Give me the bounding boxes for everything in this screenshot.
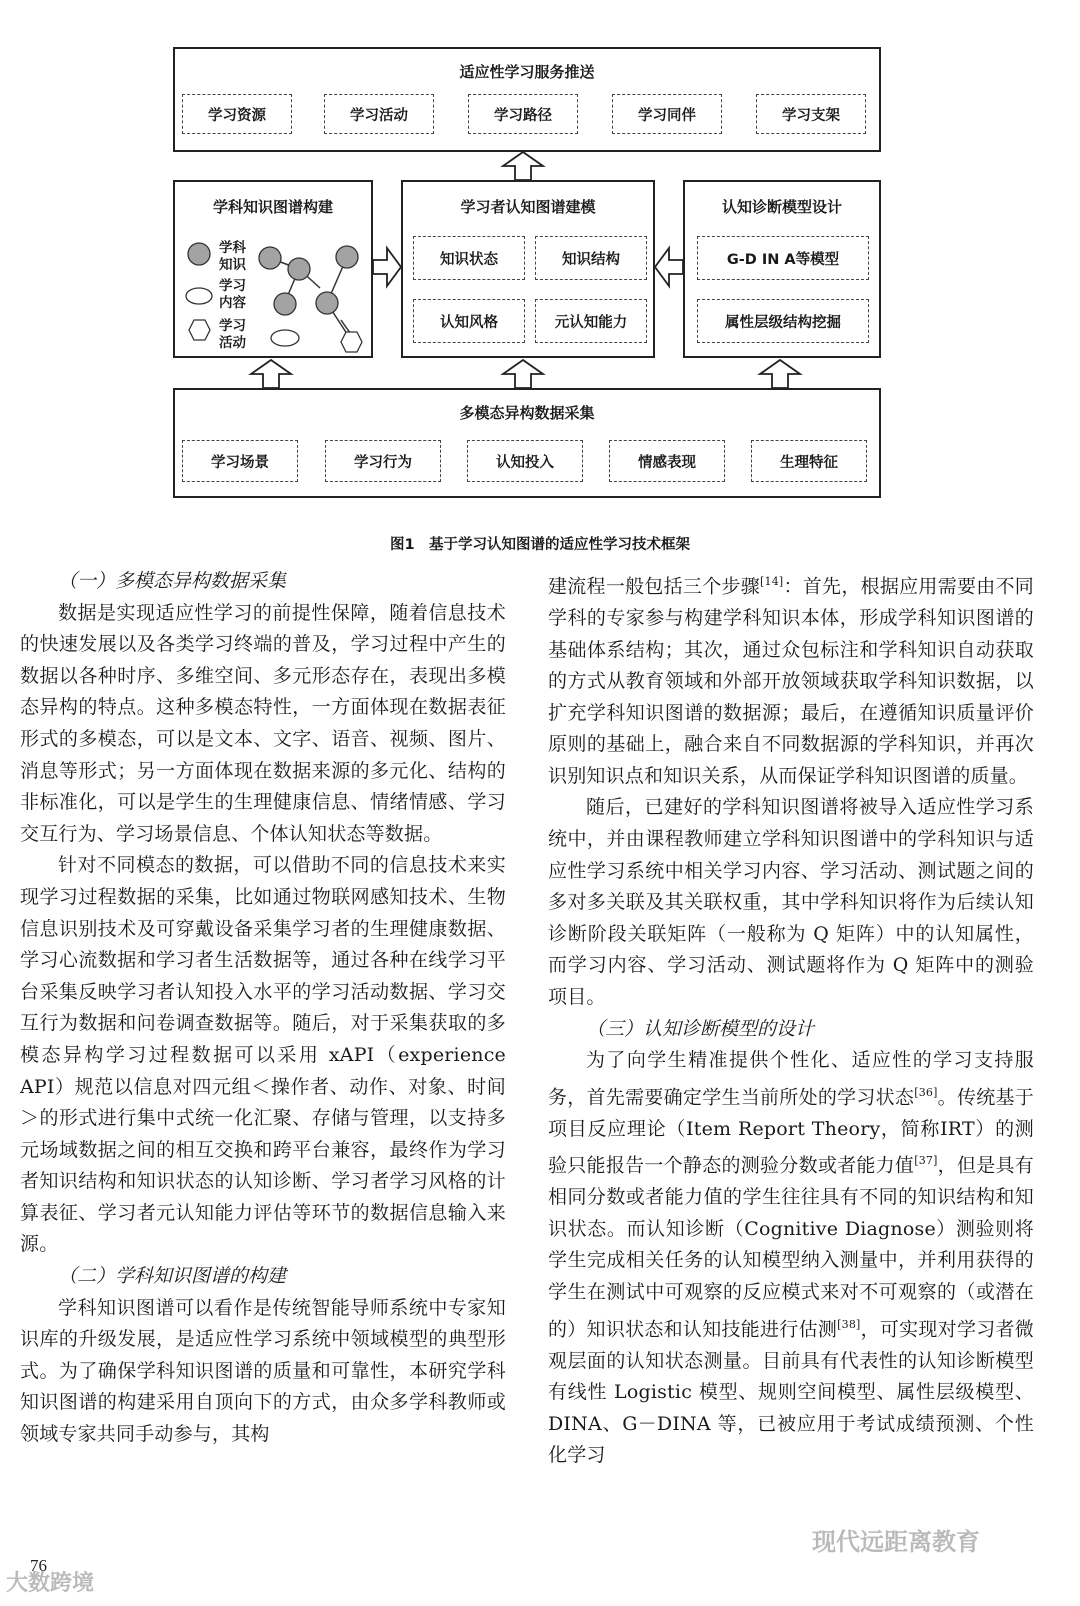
text-run: 为了向学生精准提供个性化、适应性的学习支持服务，首先需要确定学生当前所处的学习状态 [548,1049,1034,1109]
section-heading: （一）多模态异构数据采集 [58,570,287,592]
section-heading: （二）学科知识图谱的构建 [58,1265,287,1288]
paragraph: 数据是实现适应性学习的前提性保障，随着信息技术的快速发展以及各类学习终端的普及，学习过程中产生的数据以各种时序、多维空间、多元形态存在，表现出多模态异构的特点。这种多模态特性，一方面体现在数据表征形式的多模态，可以是文本、文字、语音、视频、图片、消息等形式；另一方面体现在数据来源的多元化、结构的非标准化，可以是学生的生理健康信息、情绪情感、学习交互行为、学习场景信息、个体认知状态等数据。 [20,601,506,845]
section-heading: （三）认知诊断模型的设计 [586,1017,815,1040]
middle-box [401,180,655,358]
middle-item: 知识结构 [535,236,647,280]
left-box [173,180,373,358]
legend-learning-content: 学习内容 [219,278,246,311]
watermark-left: 大数跨境 [6,1571,95,1596]
right-box [683,180,881,358]
middle-item: 知识状态 [413,236,525,280]
bottom-item: 学习场景 [182,440,298,482]
text-run: 建流程一般包括三个步骤 [548,575,761,598]
bottom-item: 生理特征 [751,440,867,482]
learning-content-icon [186,288,212,304]
graph-node [259,247,281,269]
bottom-box [173,388,881,498]
graph-node [288,258,310,280]
top-box-title: 适应性学习服务推送 [459,63,595,81]
watermark-right: 现代远距离教育 [812,1528,980,1556]
top-item: 学习活动 [324,94,434,134]
arrow-up-icon [760,360,800,388]
legend-subject-knowledge: 学科知识 [219,240,246,273]
paragraph [548,1045,1034,1472]
arrow-left-icon [655,248,683,286]
learning-activity-icon [189,320,210,340]
bottom-item: 情感表现 [609,440,725,482]
right-column [548,566,1034,1472]
page-number: 76 [30,1556,47,1575]
top-box [173,47,881,152]
middle-box-title: 学习者认知图谱建模 [460,198,596,216]
graph-node [336,246,358,268]
knowledge-graph-illustration [175,182,371,356]
bottom-item: 学习行为 [325,440,441,482]
bottom-box-title: 多模态异构数据采集 [459,404,595,422]
right-item: 属性层级结构挖掘 [697,299,869,343]
text-run: 。传统基于项目反应理论（Item Report Theory，简称IRT）的测验只能报告一个静态的测验分数或者能力值 [548,1086,1034,1177]
subject-knowledge-icon [188,243,210,265]
text-run: ，可实现对学习者微观层面的认知状态测量。目前具有代表性的认知诊断模型有线性 Logistic 模型、规则空间模型、属性层级模型、DINA、G－DINA 等，已被应用于考试成绩预测、个性化学习 [548,1317,1034,1467]
right-box-title: 认知诊断模型设计 [721,198,842,216]
arrow-up-icon [251,360,291,388]
top-item: 学习路径 [468,94,578,134]
paragraph: 针对不同模态的数据，可以借助不同的信息技术来实现学习过程数据的采集，比如通过物联网感知技术、生物信息识别技术及可穿戴设备采集学习者的生理健康数据、学习心流数据和学习者生活数据等，通过各种在线学习平台采集反映学习者认知投入水平的学习活动数据、学习交互行为数据和问卷调查数据等。随后，对于采集获取的多模态异构学习过程数据可以采用 xAPI（experience API）规范以信息对四元组＜操作者、动作、对象、时间＞的形式进行集中式统一化汇聚、存储与管理，以支持多元场域数据之间的相互交换和跨平台兼容，最终作为学习者知识结构和知识状态的认知诊断、学习者学习风格的计算表征、学习者元认知能力评估等环节的数据信息输入来源。 [20,854,506,1256]
citation: [14] [760,575,784,588]
top-item: 学习同伴 [612,94,722,134]
left-column [20,566,506,1451]
text-run: ：首先，根据应用需要由不同学科的专家参与构建学科知识本体，形成学科知识图谱的基础体系结构；其次，通过众包标注和学科知识自动获取的方式从教育领域和外部开放领域获取学科知识数据，以扩充学科知识图谱的数据源；最后，在遵循知识质量评价原则的基础上，融合来自不同数据源的学科知识，并再次识别知识点和知识关系，从而保证学科知识图谱的质量。 [548,575,1034,787]
left-box-title: 学科知识图谱构建 [212,198,333,216]
arrow-up-icon [503,152,543,180]
graph-node [274,293,296,315]
paragraph: 随后，已建好的学科知识图谱将被导入适应性学习系统中，并由课程教师建立学科知识图谱中的学科知识与适应性学习系统中相关学习内容、学习活动、测试题之间的多对多关联及其关联权重，其中学科知识将作为后续认知诊断阶段关联矩阵（一般称为 Q 矩阵）中的认知属性，而学习内容、学习活动、测试题将作为 Q 矩阵中的测验项目。 [548,796,1034,1009]
arrow-up-icon [503,360,543,388]
arrow-right-icon [373,248,401,286]
graph-node [316,292,338,314]
citation: [36] [914,1085,938,1099]
middle-item: 元认知能力 [535,299,647,343]
bottom-item: 认知投入 [467,440,583,482]
figure-caption: 图1 基于学习认知图谱的适应性学习技术框架 [389,537,691,553]
right-item: G-D IN A等模型 [697,236,869,280]
citation: [37] [914,1154,938,1168]
paragraph [548,566,1034,792]
paragraph: 学科知识图谱可以看作是传统智能导师系统中专家知识库的升级发展，是适应性学习系统中领域模型的典型形式。为了确保学科知识图谱的质量和可靠性，本研究学科知识图谱的构建采用自顶向下的方式，由众多学科教师或领域专家共同手动参与，其构 [20,1296,506,1446]
legend-learning-activity: 学习活动 [219,318,246,351]
top-item: 学习资源 [182,94,292,134]
citation: [38] [837,1317,861,1331]
text-run: ，但是具有相同分数或者能力值的学生往往具有不同的知识结构和知识状态。而认知诊断（Cognitive Diagnose）测验则将学生完成相关任务的认知模型纳入测量中，并利用获得的学生在测试中可观察的反应模式来对不可观察的（或潜在的）知识状态和认知技能进行估测 [548,1154,1034,1340]
middle-item: 认知风格 [413,299,525,343]
top-item: 学习支架 [756,94,866,134]
graph-activity-node [341,332,362,352]
graph-content-node [271,330,299,346]
